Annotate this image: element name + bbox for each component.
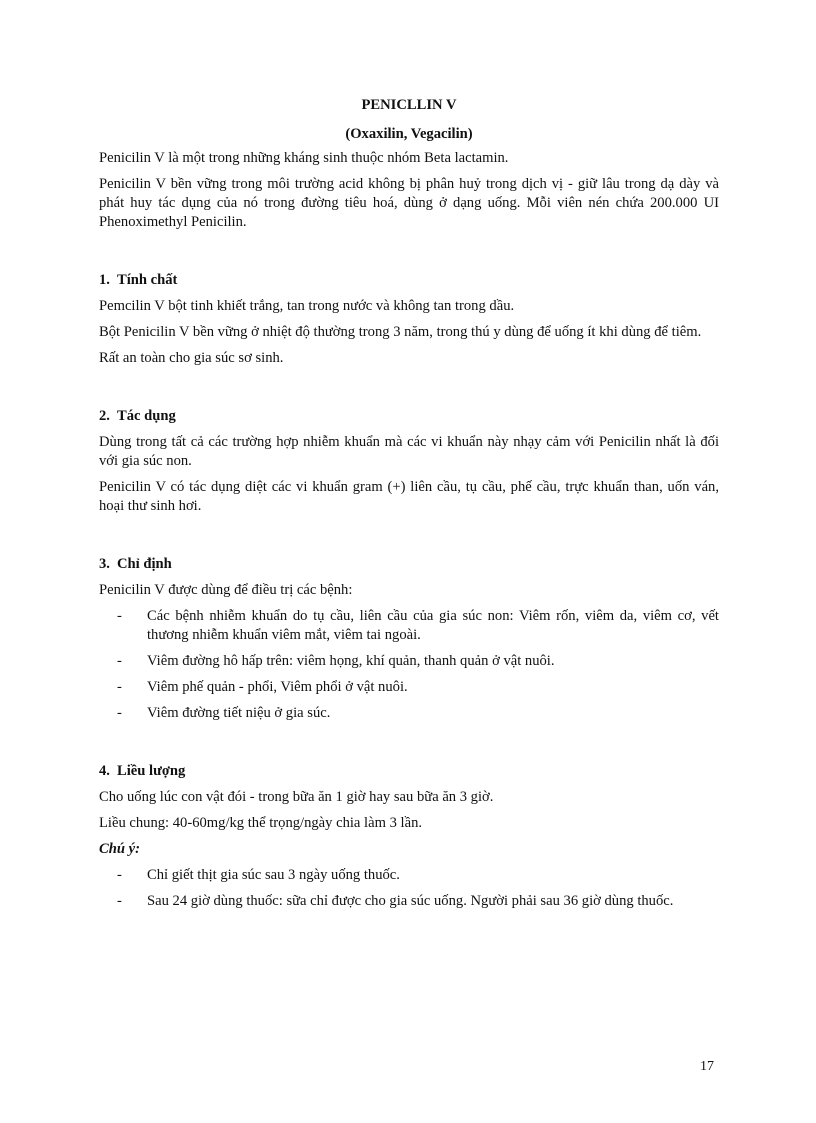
- section-number: 2.: [99, 408, 110, 424]
- bullet-dash: -: [117, 653, 122, 669]
- section-heading: [99, 407, 719, 426]
- section-number: 4.: [99, 763, 110, 779]
- bullet-dash: -: [117, 893, 122, 909]
- paragraph: Cho uống lúc con vật đói - trong bữa ăn 1 giờ hay sau bữa ăn 3 giờ.: [99, 789, 494, 805]
- section-tac-dung: [99, 407, 719, 516]
- paragraph: Pemcilin V bột tinh khiết trắng, tan trong nước và không tan trong dầu.: [99, 298, 515, 314]
- section-title: Tác dụng: [117, 408, 176, 424]
- list-item: [99, 892, 719, 911]
- list-item-text: Viêm phế quản - phổi, Viêm phổi ở vật nuôi.: [147, 679, 408, 695]
- section-number: 3.: [99, 556, 110, 572]
- bullet-dash: -: [117, 608, 122, 624]
- intro-paragraph: Penicilin V là một trong những kháng sinh thuộc nhóm Beta lactamin.: [99, 150, 509, 166]
- paragraph: Penicilin V được dùng để điều trị các bệnh:: [99, 582, 353, 598]
- document-subtitle: (Oxaxilin, Vegacilin): [345, 126, 473, 142]
- section-number: 1.: [99, 272, 110, 288]
- paragraph: Rất an toàn cho gia súc sơ sinh.: [99, 350, 284, 366]
- note-list: [99, 866, 719, 911]
- paragraph: Dùng trong tất cả các trường hợp nhiễm khuẩn mà các vi khuẩn này nhạy cảm với Penicilin nhất là đối với gia súc non.: [99, 434, 719, 469]
- document-page: [99, 96, 719, 911]
- list-item: [99, 607, 719, 645]
- paragraph: Bột Penicilin V bền vững ở nhiệt độ thường trong 3 năm, trong thú y dùng để uống ít khi dùng để tiêm.: [99, 324, 702, 340]
- document-title: PENICLLIN V: [361, 97, 457, 113]
- bullet-dash: -: [117, 705, 122, 721]
- section-lieu-luong: [99, 762, 719, 911]
- list-item-text: Sau 24 giờ dùng thuốc: sữa chỉ được cho gia súc uống. Người phải sau 36 giờ dùng thuốc.: [147, 893, 674, 909]
- bullet-dash: -: [117, 679, 122, 695]
- section-heading: [99, 555, 719, 574]
- note-label: Chú ý:: [99, 841, 140, 857]
- list-item-text: Chỉ giết thịt gia súc sau 3 ngày uống thuốc.: [147, 867, 400, 883]
- paragraph: Liều chung: 40-60mg/kg thể trọng/ngày chia làm 3 lần.: [99, 815, 423, 831]
- list-item: [99, 866, 719, 885]
- section-heading: [99, 271, 719, 290]
- section-title: Tính chất: [117, 272, 178, 288]
- intro-paragraph: Penicilin V bền vững trong môi trường acid không bị phân huỷ trong dịch vị - giữ lâu trong dạ dày và phát huy tác dụng của nó trong đường tiêu hoá, dùng ở dạng uống. Mỗi viên nén chứa 200.000 UI Phenoximethyl Penicilin.: [99, 176, 719, 230]
- paragraph: Penicilin V có tác dụng diệt các vi khuẩn gram (+) liên cầu, tụ cầu, phế cầu, trực khuẩn than, uốn ván, hoại thư sinh hơi.: [99, 479, 719, 514]
- page-number: 17: [700, 1059, 714, 1074]
- section-chi-dinh: [99, 555, 719, 723]
- section-heading: [99, 762, 719, 781]
- list-item: [99, 704, 719, 723]
- indication-list: [99, 607, 719, 723]
- list-item: [99, 678, 719, 697]
- list-item: [99, 652, 719, 671]
- bullet-dash: -: [117, 867, 122, 883]
- section-title: Liều lượng: [117, 763, 186, 779]
- list-item-text: Viêm đường hô hấp trên: viêm họng, khí quản, thanh quản ở vật nuôi.: [147, 653, 555, 669]
- list-item-text: Viêm đường tiết niệu ở gia súc.: [147, 705, 331, 721]
- section-title: Chỉ định: [117, 556, 172, 572]
- list-item-text: Các bệnh nhiễm khuẩn do tụ cầu, liên cầu của gia súc non: Viêm rốn, viêm da, viêm cơ, vết thương nhiễm khuẩn viêm mắt, viêm tai ngoài.: [147, 608, 719, 643]
- section-tinh-chat: [99, 271, 719, 368]
